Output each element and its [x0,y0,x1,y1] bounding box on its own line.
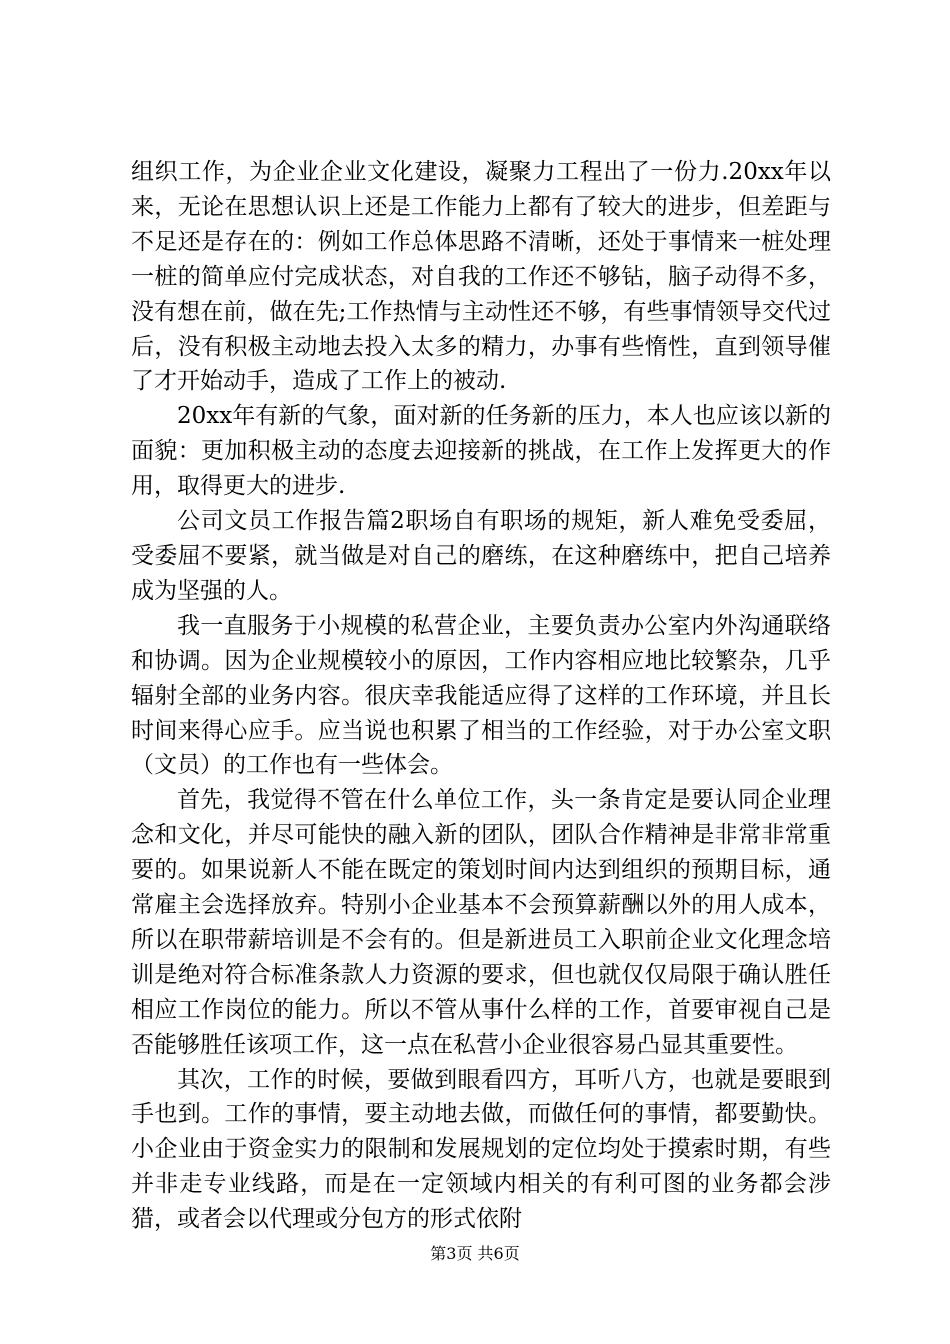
document-body [131,155,831,1237]
paragraph-6: 其次，工作的时候，要做到眼看四方，耳听八方，也就是要眼到手也到。工作的事情，要主动地去做，而做任何的事情，都要勤快。小企业由于资金实力的限制和发展规划的定位均处于摸索时期，有些并非走专业线路，而是在一定领域内相关的有利可图的业务都会涉猎，或者会以代理或分包方的形式依附 [131,1066,831,1233]
paragraph-2: 20xx年有新的气象，面对新的任务新的压力，本人也应该以新的面貌：更加积极主动的态度去迎接新的挑战，在工作上发挥更大的作用，取得更大的进步. [131,403,831,500]
paragraph-5: 首先，我觉得不管在什么单位工作，头一条肯定是要认同企业理念和文化，并尽可能快的融入新的团队，团队合作精神是非常非常重要的。如果说新人不能在既定的策划时间内达到组织的预期目标，通常雇主会选择放弃。特别小企业基本不会预算薪酬以外的用人成本，所以在职带薪培训是不会有的。但是新进员工入职前企业文化理念培训是绝对符合标准条款人力资源的要求，但也就仅仅局限于确认胜任相应工作岗位的能力。所以不管从事什么样的工作，首要审视自己是否能够胜任该项工作，这一点在私营小企业很容易凸显其重要性。 [131,787,831,1058]
paragraph-3: 公司文员工作报告篇2职场自有职场的规矩，新人难免受委屈，受委屈不要紧，就当做是对自己的磨练，在这种磨练中，把自己培养成为坚强的人。 [131,508,831,604]
paragraph-4: 我一直服务于小规模的私营企业，主要负责办公室内外沟通联络和协调。因为企业规模较小的原因，工作内容相应地比较繁杂，几乎辐射全部的业务内容。很庆幸我能适应得了这样的工作环境，并且长时间来得心应手。应当说也积累了相当的工作经验，对于办公室文职（文员）的工作也有一些体会。 [131,612,831,779]
paragraph-1: 组织工作，为企业企业文化建设，凝聚力工程出了一份力.20xx年以来，无论在思想认识上还是工作能力上都有了较大的进步，但差距与不足还是存在的：例如工作总体思路不清晰，还处于事情来一桩处理一桩的简单应付完成状态，对自我的工作还不够钻，脑子动得不多，没有想在前，做在先;工作热情与主动性还不够，有些事情领导交代过后，没有积极主动地去投入太多的精力，办事有些惰性，直到领导催了才开始动手，造成了工作上的被动. [131,159,831,395]
page-footer: 第3页 共6页 [430,1244,520,1263]
